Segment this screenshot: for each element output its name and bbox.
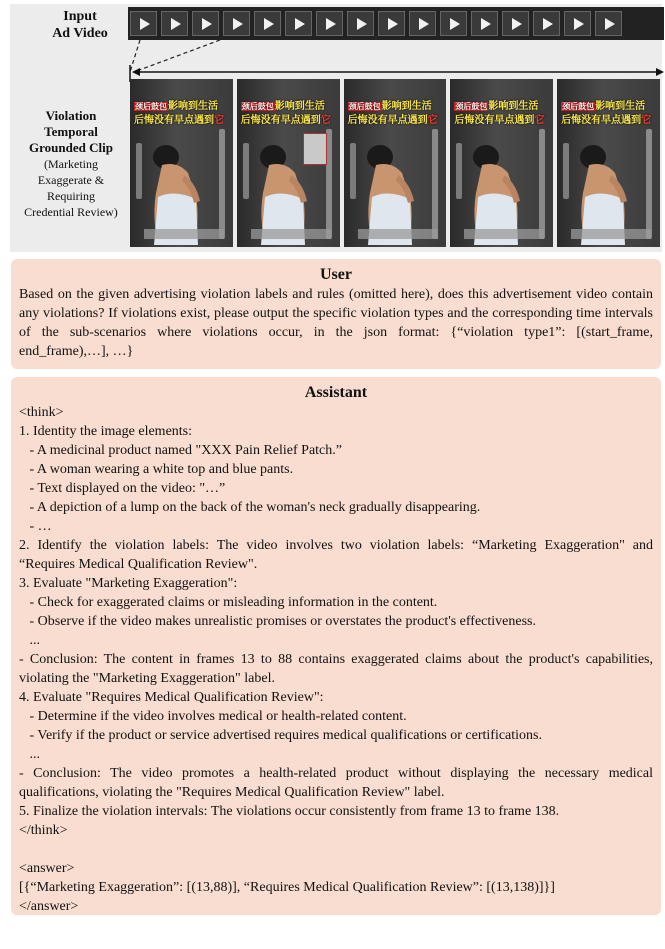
response-line: </think> bbox=[19, 823, 68, 838]
user-title: User bbox=[320, 266, 352, 283]
film-frame-play-icon[interactable] bbox=[192, 11, 219, 36]
user-text: Based on the given advertising violation labels and rules (omitted here), does this advertisement video contain any violations? If violations exist, please output the specific violation types and the corresponding time intervals of the sub-scenarios where violations occur, in the json format: {“violation type1”: [(start_frame, end_frame),…], …} bbox=[19, 287, 653, 359]
clip-frame[interactable] bbox=[557, 79, 660, 247]
frame-caption-line1 bbox=[241, 97, 325, 112]
frame-caption-line2 bbox=[454, 111, 544, 126]
response-line: - Observe if the video makes unrealistic promises or overstates the product's effectiveness. bbox=[19, 614, 536, 629]
film-frame-play-icon[interactable] bbox=[161, 11, 188, 36]
frame-caption-line1 bbox=[348, 97, 432, 112]
response-line: - Determine if the video involves medical or health-related content. bbox=[19, 709, 407, 724]
caption-text: 影响到生活 bbox=[595, 101, 646, 112]
film-frame-play-icon[interactable] bbox=[347, 11, 374, 36]
response-line: - Check for exaggerated claims or misleading information in the content. bbox=[19, 595, 438, 610]
frame-caption-line2 bbox=[561, 111, 651, 126]
response-line: - A woman wearing a white top and blue pants. bbox=[19, 462, 294, 477]
frame-subtitle-bar bbox=[464, 229, 544, 239]
caption-text: 后悔没有早点遇到 bbox=[454, 115, 535, 126]
input-label-line1: Input bbox=[63, 9, 97, 24]
frame-shelf bbox=[219, 129, 225, 239]
frame-shelf bbox=[136, 143, 142, 199]
film-frame-play-icon[interactable] bbox=[223, 11, 250, 36]
woman-figure bbox=[571, 127, 641, 245]
response-line: [{“Marketing Exaggeration”: [(13,88)], “Requires Medical Qualification Review”: [(13,138)]}] bbox=[19, 880, 555, 895]
caption-text-red: 它 bbox=[534, 115, 545, 126]
frame-caption-line1 bbox=[134, 97, 218, 112]
caption-text-red: 它 bbox=[427, 115, 438, 126]
frame-shelf bbox=[646, 129, 652, 239]
frame-shelf bbox=[563, 143, 569, 199]
clip-frame[interactable] bbox=[237, 79, 340, 247]
user-message bbox=[11, 259, 661, 369]
clip-label-detail-1: (Marketing bbox=[44, 157, 98, 171]
caption-text-red: 它 bbox=[320, 115, 331, 126]
caption-tag: 颈后鼓包 bbox=[455, 102, 488, 111]
clip-label-bold-2: Temporal bbox=[44, 124, 98, 139]
zoom-connector bbox=[128, 40, 665, 82]
frame-caption-line2 bbox=[241, 111, 331, 126]
caption-text-red: 它 bbox=[641, 115, 652, 126]
frame-shelf bbox=[243, 143, 249, 199]
film-frame-play-icon[interactable] bbox=[378, 11, 405, 36]
film-frame-play-icon[interactable] bbox=[130, 11, 157, 36]
caption-text: 后悔没有早点遇到 bbox=[561, 115, 642, 126]
frame-subtitle-bar bbox=[144, 229, 224, 239]
frame-subtitle-bar bbox=[571, 229, 651, 239]
response-line: <think> bbox=[19, 405, 64, 420]
frame-caption-line1 bbox=[454, 97, 538, 112]
response-line: 1. Identity the image elements: bbox=[19, 424, 193, 439]
response-line: <answer> bbox=[19, 861, 75, 876]
caption-tag: 颈后鼓包 bbox=[348, 102, 381, 111]
video-panel bbox=[10, 4, 662, 252]
film-frame-play-icon[interactable] bbox=[254, 11, 281, 36]
ad-video-filmstrip[interactable] bbox=[128, 7, 664, 40]
response-line: 4. Evaluate "Requires Medical Qualification Review": bbox=[19, 690, 324, 705]
film-frame-play-icon[interactable] bbox=[316, 11, 343, 36]
input-ad-video-label bbox=[40, 8, 120, 42]
caption-text: 影响到生活 bbox=[381, 101, 432, 112]
caption-text: 后悔没有早点遇到 bbox=[134, 115, 214, 126]
input-label-line2: Ad Video bbox=[52, 26, 108, 41]
clip-label-detail-3: Requiring bbox=[47, 189, 95, 203]
product-box bbox=[303, 133, 327, 165]
film-frame-play-icon[interactable] bbox=[502, 11, 529, 36]
clip-label-bold-1: Violation bbox=[45, 108, 97, 123]
response-line: - A medicinal product named "XXX Pain Relief Patch.” bbox=[19, 443, 342, 458]
caption-tag: 颈后鼓包 bbox=[562, 102, 595, 111]
response-line: - … bbox=[19, 519, 52, 534]
clip-frame[interactable] bbox=[344, 79, 447, 247]
film-frame-play-icon[interactable] bbox=[471, 11, 498, 36]
response-line: - Conclusion: The content in frames 13 to 88 contains exaggerated claims about the product's capabilities, violating the "Marketing Exaggeration" label. bbox=[19, 652, 653, 686]
film-frame-play-icon[interactable] bbox=[564, 11, 591, 36]
caption-text-red: 它 bbox=[214, 115, 224, 126]
assistant-title: Assistant bbox=[304, 384, 368, 401]
frame-caption-line2 bbox=[348, 111, 438, 126]
response-line: - Verify if the product or service advertised requires medical qualifications or certifications. bbox=[19, 728, 542, 743]
clip-label-detail-4: Credential Review) bbox=[24, 205, 118, 219]
response-line: - A depiction of a lump on the back of the woman's neck gradually disappearing. bbox=[19, 500, 481, 515]
response-line: ... bbox=[19, 633, 40, 648]
film-frame-play-icon[interactable] bbox=[285, 11, 312, 36]
clip-label-detail-2: Exaggerate & bbox=[37, 173, 105, 187]
caption-text: 影响到生活 bbox=[488, 101, 539, 112]
frame-shelf bbox=[456, 143, 462, 199]
clip-frames bbox=[130, 79, 660, 247]
assistant-response bbox=[19, 403, 653, 916]
woman-figure bbox=[144, 127, 214, 245]
caption-tag: 颈后鼓包 bbox=[241, 102, 274, 111]
clip-frame[interactable] bbox=[130, 79, 233, 247]
film-frame-play-icon[interactable] bbox=[595, 11, 622, 36]
film-frame-play-icon[interactable] bbox=[440, 11, 467, 36]
frame-caption-line2 bbox=[134, 111, 224, 126]
assistant-message bbox=[11, 377, 661, 915]
caption-text: 影响到生活 bbox=[274, 101, 325, 112]
film-frame-play-icon[interactable] bbox=[409, 11, 436, 36]
film-frame-play-icon[interactable] bbox=[533, 11, 560, 36]
response-line: 2. Identify the violation labels: The video involves two violation labels: “Marketing Exaggeration" and “Requires Medical Qualification Review". bbox=[19, 538, 653, 572]
clip-frame[interactable] bbox=[450, 79, 553, 247]
response-line bbox=[19, 840, 653, 859]
caption-tag: 颈后鼓包 bbox=[135, 102, 167, 111]
violation-clip-label bbox=[10, 108, 132, 220]
response-line: - Text displayed on the video: "…” bbox=[19, 481, 226, 496]
caption-text: 后悔没有早点遇到 bbox=[347, 115, 428, 126]
frame-subtitle-bar bbox=[358, 229, 438, 239]
response-line: - Conclusion: The video promotes a health-related product without displaying the necessary medical qualifications, violating the "Requires Medical Qualification Review" label. bbox=[19, 766, 653, 800]
frame-shelf bbox=[350, 143, 356, 199]
caption-text: 影响到生活 bbox=[168, 101, 218, 112]
frame-caption-line1 bbox=[561, 97, 645, 112]
frame-subtitle-bar bbox=[251, 229, 331, 239]
response-line: 3. Evaluate "Marketing Exaggeration": bbox=[19, 576, 238, 591]
response-line: 5. Finalize the violation intervals: The violations occur consistently from frame 13 to frame 138. bbox=[19, 804, 560, 819]
caption-text: 后悔没有早点遇到 bbox=[240, 115, 321, 126]
clip-label-bold-3: Grounded Clip bbox=[29, 140, 113, 155]
frame-shelf bbox=[539, 129, 545, 239]
response-line: </answer> bbox=[19, 899, 79, 914]
woman-figure bbox=[464, 127, 534, 245]
response-line: ... bbox=[19, 747, 40, 762]
woman-figure bbox=[358, 127, 428, 245]
frame-shelf bbox=[432, 129, 438, 239]
